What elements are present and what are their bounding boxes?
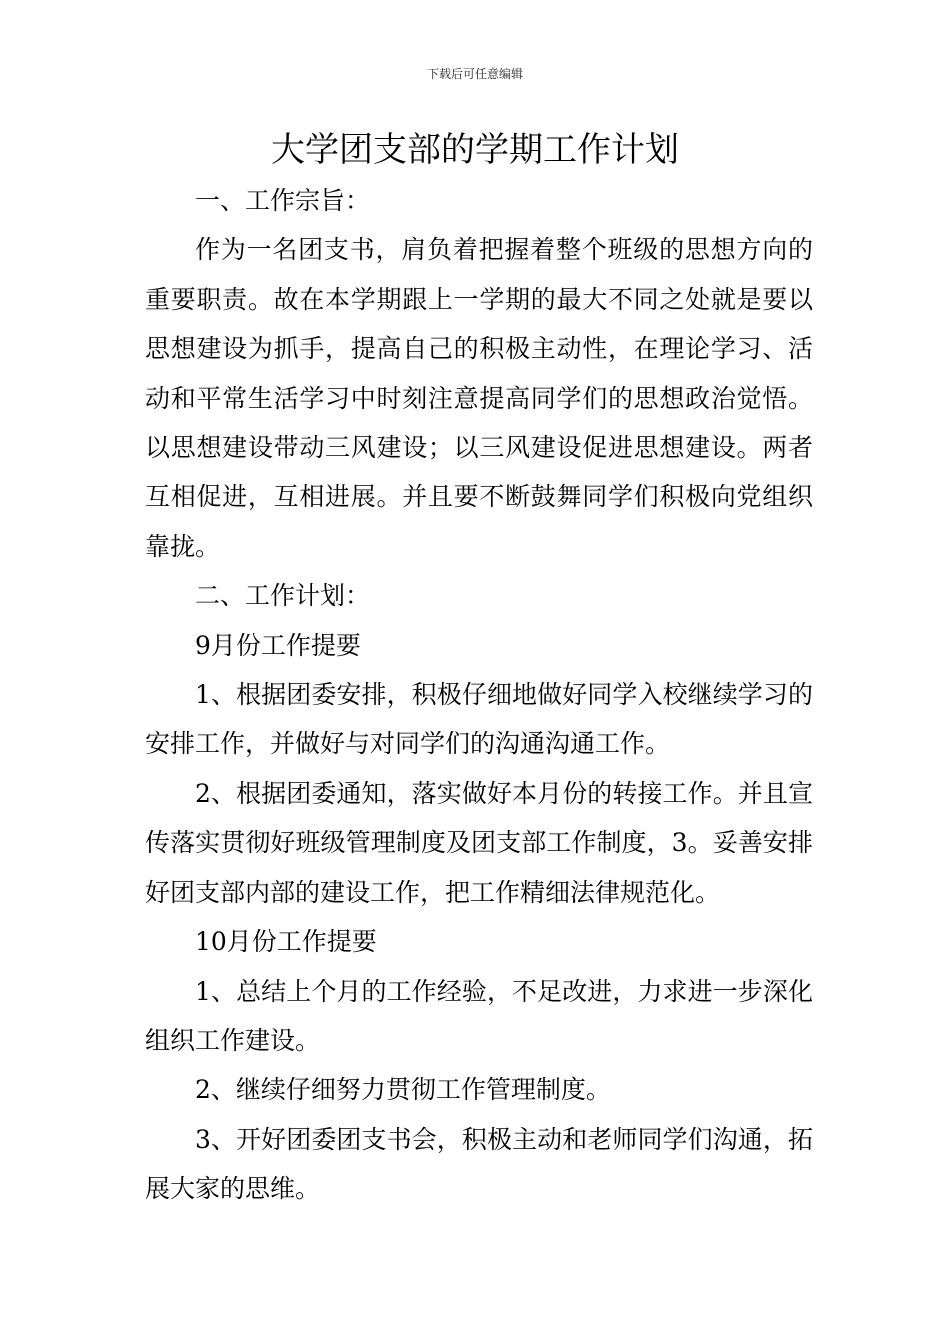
paragraph-september-2: 2、根据团委通知，落实做好本月份的转接工作。并且宣传落实贯彻好班级管理制度及团支部工作制度，3。妥善安排好团支部内部的建设工作，把工作精细法律规范化。 [145,778,813,907]
paragraph-october-2: 2、继续仔细努力贯彻工作管理制度。 [195,1075,611,1105]
subheading-october: 10月份工作提要 [195,927,377,957]
document-title: 大学团支部的学期工作计划 [271,130,679,170]
paragraph-october-3: 3、开好团委团支书会，积极主动和老师同学们沟通，拓展大家的思维。 [145,1124,813,1204]
subheading-september: 9月份工作提要 [195,630,361,660]
paragraph-purpose: 作为一名团支书，肩负着把握着整个班级的思想方向的重要职责。故在本学期跟上一学期的最大不同之处就是要以思想建设为抓手，提高自己的积极主动性，在理论学习、活动和平常生活学习中时刻注意提高同学们的思想政治觉悟。以思想建设带动三风建设；以三风建设促进思想建设。两者互相促进，互相进展。并且要不断鼓舞同学们积极向党组织靠拢。 [145,235,813,561]
paragraph-september-1: 1、根据团委安排，积极仔细地做好同学入校继续学习的安排工作，并做好与对同学们的沟通沟通工作。 [145,680,813,759]
header-note: 下载后可任意编辑 [426,67,523,81]
document-body [145,176,813,1214]
section-heading-purpose: 一、工作宗旨： [195,186,371,215]
paragraph-october-1: 1、总结上个月的工作经验，不足改进，力求进一步深化组织工作建设。 [145,976,813,1055]
section-heading-plan: 二、工作计划： [195,581,371,611]
